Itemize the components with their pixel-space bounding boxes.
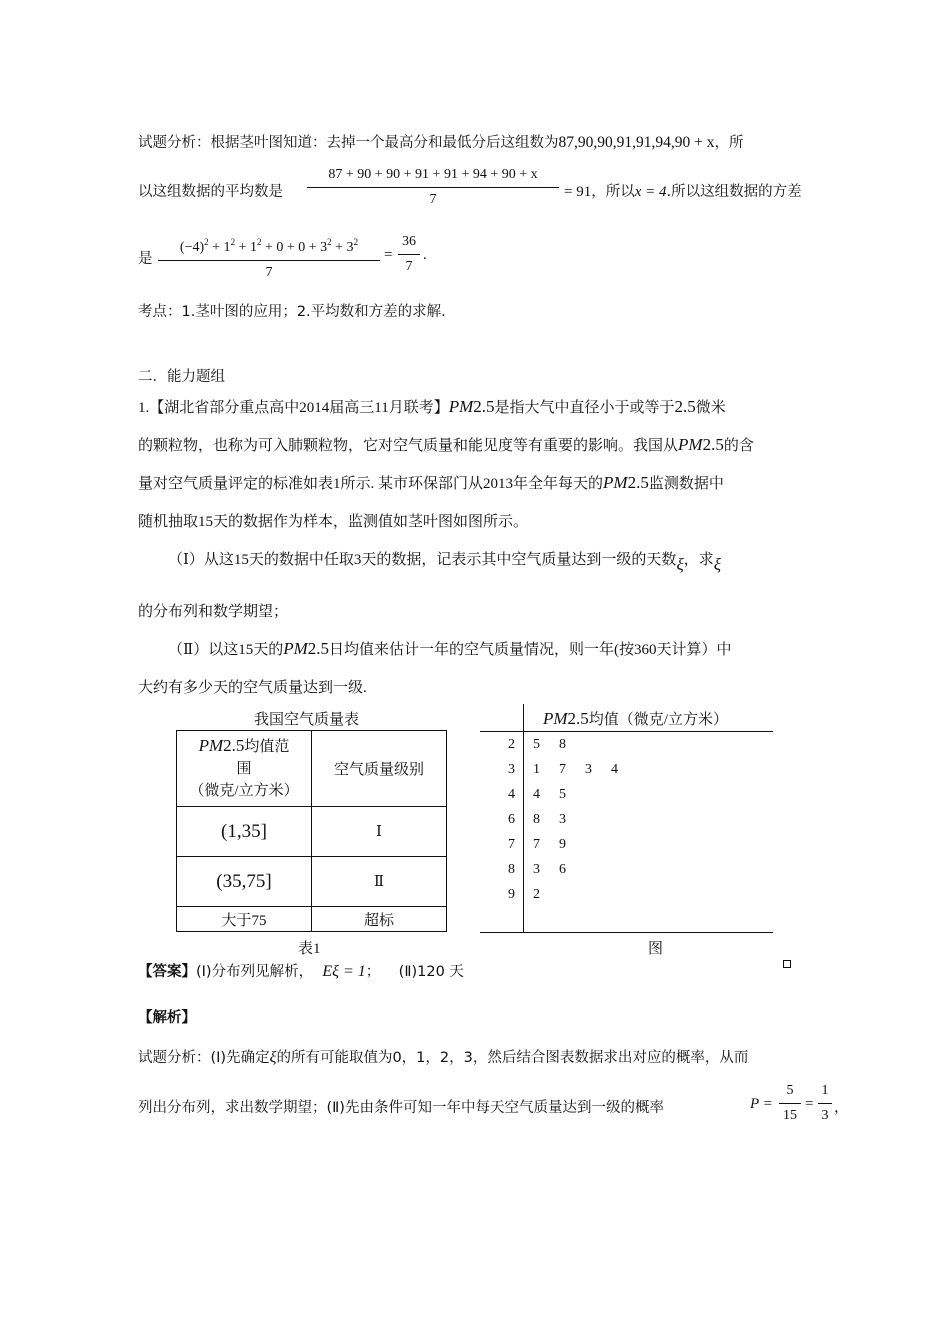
header-level: 空气质量级别 [312, 731, 447, 807]
prob-den-1: 15 [783, 1108, 797, 1123]
pm-number: 2.5 [223, 736, 245, 755]
pm-symbol: PM [543, 709, 568, 728]
variance-result-num: 36 [402, 234, 416, 249]
xi-symbol: ξ [713, 555, 722, 574]
diameter-value: 2.5 [674, 397, 696, 416]
prob-num-2: 1 [821, 1083, 829, 1098]
equals-sign: = [384, 247, 393, 263]
pm-number: 2.5 [567, 709, 589, 728]
variance-result-den: 7 [405, 259, 413, 274]
analysis-text: ，所以 [591, 184, 635, 200]
answer-line [138, 960, 464, 981]
leaf: 9 [559, 837, 566, 852]
pm-symbol: PM [198, 736, 224, 755]
stem: 8 [508, 862, 515, 877]
problem-line-4: 随机抽取15天的数据作为样本，监测值如茎叶图如图所示。 [138, 514, 529, 530]
expectation: Eξ = 1 [322, 963, 366, 980]
analysis2-line-1 [138, 1046, 748, 1067]
stemleaf-bottom-line [480, 932, 773, 933]
stemleaf-footer: 图 [648, 941, 664, 957]
analysis-text: ，所 [714, 135, 744, 151]
xi-symbol: ξ [269, 1049, 277, 1066]
pm-number: 2.5 [627, 473, 649, 492]
stem: 9 [508, 887, 515, 902]
small-square-mark [783, 960, 791, 968]
analysis-text: 的所有可能取值为0，1，2，3，然后结合图表数据求出对应的概率，从而 [276, 1050, 749, 1066]
analysis-line-2-start: 以这组数据的平均数是 [138, 184, 283, 200]
pm-symbol: PM [283, 639, 308, 658]
leaf: 3 [533, 862, 540, 877]
header-text: 均值范 [244, 739, 290, 755]
problem-text: 量对空气质量评定的标准如表1所示. 某市环保部门从2013年全年每天的 [138, 476, 604, 492]
stemleaf-title-text: 均值（微克/立方米） [588, 712, 728, 728]
x-value: x = 4 [634, 184, 667, 200]
question-2 [168, 638, 732, 659]
leaf: 5 [533, 737, 540, 752]
kaodian: 考点：1.茎叶图的应用；2.平均数和方差的求解. [138, 304, 446, 320]
data-list: 87,90,90,91,91,94,90 + x [558, 134, 715, 151]
pm-symbol: PM [678, 435, 703, 454]
stem: 4 [508, 787, 515, 802]
question-text: 日均值来估计一年的空气质量情况，则一年(按360天计算）中 [329, 642, 732, 658]
analysis-text: 列出分布列，求出数学期望；(Ⅱ)先由条件可知一年中每天空气质量达到一级的概率 [138, 1100, 664, 1116]
leaf: 3 [559, 812, 566, 827]
problem-line-2 [138, 434, 754, 455]
analysis-line-1 [138, 131, 744, 152]
xi-symbol: ξ [676, 555, 684, 574]
analysis-text: .所以这组数据的方差 [666, 184, 802, 200]
prob-fraction-1 [779, 1082, 801, 1125]
period: . [423, 247, 427, 263]
air-quality-table [176, 730, 447, 932]
mean-fraction [307, 166, 559, 209]
mean-result: = 91 [564, 184, 592, 200]
leaf: 5 [559, 787, 566, 802]
leaf: 2 [533, 887, 540, 902]
problem-text: 监测数据中 [648, 476, 724, 492]
question-1 [168, 548, 721, 575]
mean-denominator: 7 [429, 192, 437, 207]
analysis2-line-2 [138, 1096, 664, 1117]
analysis-text: 试题分析：(Ⅰ)先确定 [138, 1050, 270, 1066]
leaf: 7 [533, 837, 540, 852]
variance-result-fraction [398, 233, 420, 276]
table-row [177, 807, 447, 857]
leaf: 4 [611, 762, 618, 777]
stem: 2 [508, 737, 515, 752]
mean-numerator: 87 + 90 + 90 + 91 + 91 + 94 + 90 + x [328, 167, 538, 182]
answer-label: 【答案】 [138, 964, 196, 980]
header-range [177, 731, 312, 807]
range-cell: (35,75] [177, 857, 312, 907]
question-1-line-2: 的分布列和数学期望； [138, 604, 289, 620]
prob-num-1: 5 [786, 1083, 794, 1098]
stemleaf-divider [523, 704, 524, 933]
pm-number: 2.5 [307, 639, 329, 658]
stem: 7 [508, 837, 515, 852]
prob-den-2: 3 [821, 1108, 829, 1123]
problem-source: 1.【湖北省部分重点高中2014届高三11月联考】 [138, 400, 449, 416]
leaf: 3 [585, 762, 592, 777]
fraction-bar [158, 260, 380, 261]
comma: ， [834, 1100, 849, 1116]
variance-numerator: $(-4)^2 + 1^2 + 1^2 + 0 + 0 + 3^2 + 3^2$ [179, 237, 359, 255]
leaf: 4 [533, 787, 540, 802]
table-caption: 我国空气质量表 [254, 712, 360, 728]
stem: 6 [508, 812, 515, 827]
leaf: 6 [559, 862, 566, 877]
pm-symbol: PM [448, 397, 474, 416]
pm-number: 2.5 [702, 435, 724, 454]
equals-sign: = [805, 1096, 814, 1112]
analysis-line-3-start: 是 [138, 251, 153, 267]
level-cell: Ⅱ [312, 857, 447, 907]
problem-text: 的颗粒物，也称为可入肺颗粒物，它对空气质量和能见度等有重要的影响。我国从 [138, 438, 679, 454]
variance-denominator: 7 [265, 265, 273, 280]
pm-number: 2.5 [473, 397, 495, 416]
section-title: 二．能力题组 [138, 369, 225, 385]
prob-fraction-2 [818, 1082, 832, 1125]
table-row [177, 857, 447, 907]
question-text: （Ⅰ）从这15天的数据中任取3天的数据，记表示其中空气质量达到一级的天数 [168, 552, 677, 568]
problem-text: 微米 [695, 400, 726, 416]
level-cell: 超标 [312, 907, 447, 932]
fraction-bar [307, 187, 559, 188]
question-text: ，求 [683, 552, 714, 568]
fraction-bar [398, 254, 420, 255]
variance-fraction [158, 233, 380, 282]
fraction-bar [818, 1103, 832, 1104]
table-footer: 表1 [298, 941, 321, 957]
question-2-line-2: 大约有多少天的空气质量达到一级. [138, 680, 367, 696]
pm-symbol: PM [603, 473, 628, 492]
header-text: （微克/立方米） [189, 783, 299, 799]
answer-text: (Ⅰ)分布列见解析， [196, 964, 314, 980]
stemleaf-title [543, 708, 728, 729]
jiexi-label: 【解析】 [138, 1010, 196, 1026]
analysis-text: 试题分析：根据茎叶图知道：去掉一个最高分和最低分后这组数为 [138, 135, 559, 151]
leaf: 7 [559, 762, 566, 777]
problem-text: 的含 [723, 438, 754, 454]
leaf: 8 [559, 737, 566, 752]
analysis-line-2-end [564, 180, 802, 201]
table-row [177, 907, 447, 932]
table-header-row [177, 731, 447, 807]
problem-line-1 [138, 396, 726, 417]
answer-text: ； [365, 964, 381, 980]
stem: 3 [508, 762, 515, 777]
fraction-bar [779, 1103, 801, 1104]
header-text: 围 [236, 761, 252, 777]
range-cell: 大于75 [177, 907, 312, 932]
leaf: 8 [533, 812, 540, 827]
problem-line-3 [138, 472, 724, 493]
probability-label: P = [750, 1096, 773, 1112]
answer-text: (Ⅱ)120 天 [398, 964, 464, 980]
level-cell: Ⅰ [312, 807, 447, 857]
question-text: （Ⅱ）以这15天的 [168, 642, 284, 658]
range-cell: (1,35] [177, 807, 312, 857]
problem-text: 是指大气中直径小于或等于 [494, 400, 675, 416]
leaf: 1 [533, 762, 540, 777]
